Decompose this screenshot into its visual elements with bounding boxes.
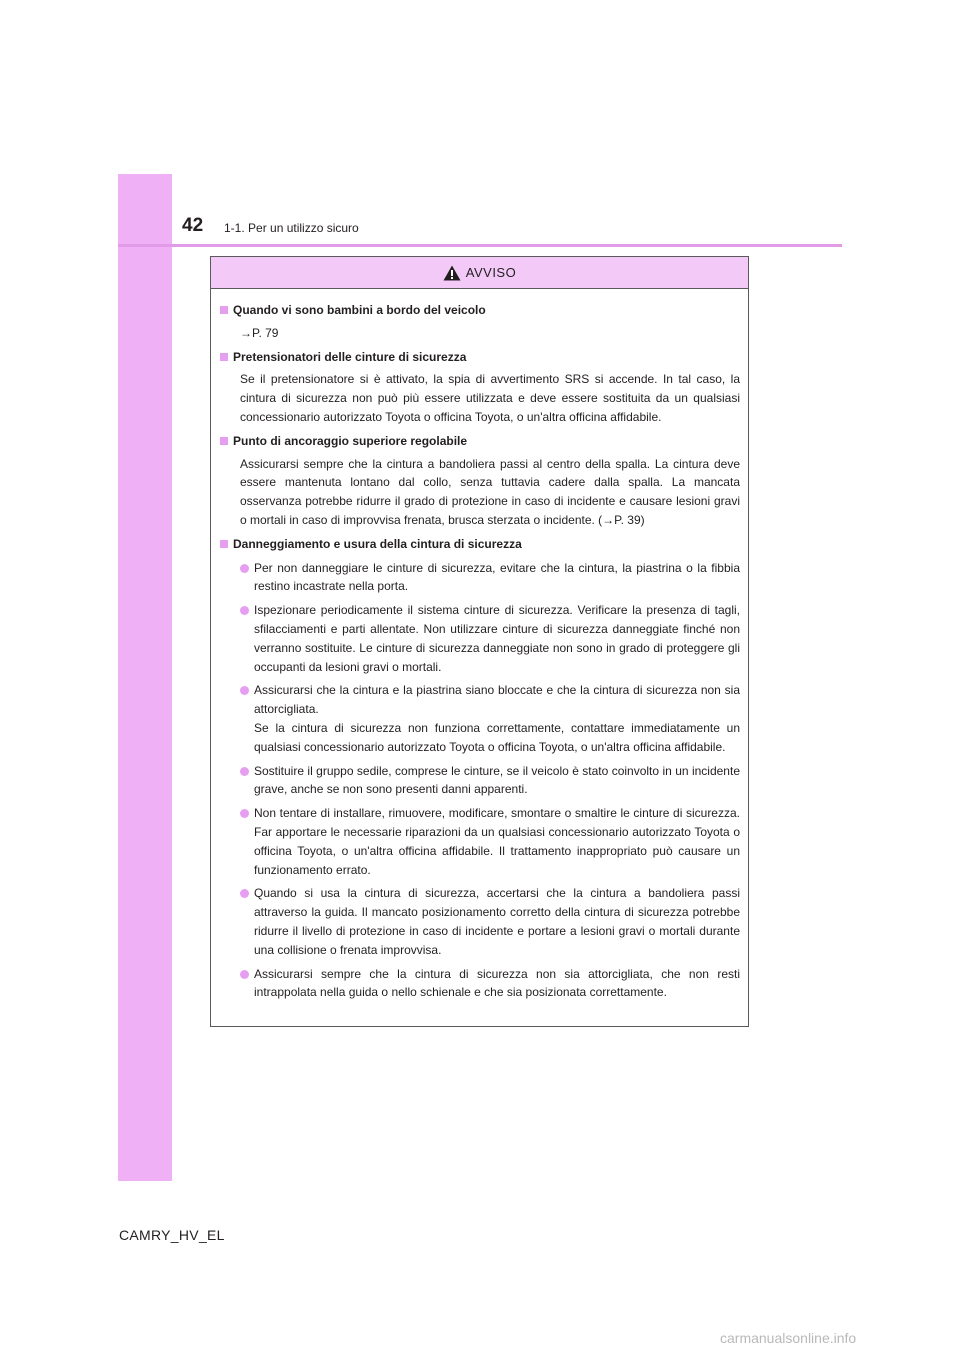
warning-bullet: Sostituire il gruppo sedile, comprese le cinture, se il veicolo è stato coinvolto in un incidente grave, anche se non sono presenti danni apparenti. — [220, 762, 740, 800]
round-bullet-icon — [240, 889, 249, 898]
header-rule — [118, 244, 842, 247]
square-bullet-icon — [220, 353, 228, 361]
round-bullet-icon — [240, 606, 249, 615]
side-color-band — [118, 174, 172, 1181]
warning-bullet: Assicurarsi che la cintura e la piastrina siano bloccate e che la cintura di sicurezza non sia attorcigliata. Se la cintura di sicurezza non funziona correttamente, contattare immediatamente un qualsiasi concessionario autorizzato Toyota o officina Toyota, o un'altra officina affidabile. — [220, 681, 740, 756]
warning-section-title: Pretensionatori delle cinture di sicurezza — [220, 348, 740, 367]
warning-bullet: Quando si usa la cintura di sicurezza, accertarsi che la cintura a bandoliera passi attraverso la guida. Il mancato posizionamento corretto della cintura di sicurezza potrebbe ridurre il livello di protezione in caso di incidente e portare a lesioni gravi o mortali durante una collisione o frenata improvvisa. — [220, 884, 740, 959]
warning-section-title: Quando vi sono bambini a bordo del veicolo — [220, 301, 740, 320]
square-bullet-icon — [220, 306, 228, 314]
warning-section-title: Danneggiamento e usura della cintura di sicurezza — [220, 535, 740, 554]
warning-section-text: Se il pretensionatore si è attivato, la spia di avvertimento SRS si accende. In tal caso, la cintura di sicurezza non può più essere utilizzata e deve essere sostituita da un qualsiasi concessionario autorizzato Toyota o officina Toyota, o un'altra officina affidabile. — [240, 372, 740, 424]
warning-section-text: →P. 79 — [240, 325, 279, 340]
warning-bullet: Ispezionare periodicamente il sistema cinture di sicurezza. Verificare la presenza di tagli, sfilacciamenti e parti allentate. Non utilizzare cinture di sicurezza danneggiate finché non verranno sostituite. Le cinture di sicurezza danneggiate non sono in grado di proteggere gli occupanti da lesioni gravi o mortali. — [220, 601, 740, 676]
round-bullet-icon — [240, 970, 249, 979]
warning-section-text: Assicurarsi sempre che la cintura a bandoliera passi al centro della spalla. La cintura deve essere mantenuta lontano dal collo, senza tuttavia cadere dalla spalla. La mancata osservanza potrebbe ridurre il grado di protezione in caso di incidente e causare lesioni gravi o mortali in caso di improvvisa frenata, brusca sterzata o incidente. (→P. 39) — [240, 456, 740, 527]
warning-body — [211, 289, 748, 1002]
page-number: 42 — [182, 215, 204, 236]
watermark: carmanualsonline.info — [720, 1330, 857, 1346]
warning-bullet: Non tentare di installare, rimuovere, modificare, smontare o smaltire le cinture di sicurezza. Far apportare le necessarie riparazioni da un qualsiasi concessionario autorizzato Toyota o officina Toyota, o un'altra officina affidabile. Il trattamento inappropriato può causare un funzionamento errato. — [220, 804, 740, 879]
warning-bullet: Assicurarsi sempre che la cintura di sicurezza non sia attorcigliata, che non resti intrappolata nella guida o nello schienale e che sia posizionata correttamente. — [220, 965, 740, 1003]
warning-section-title: Punto di ancoraggio superiore regolabile — [220, 432, 740, 451]
round-bullet-icon — [240, 809, 249, 818]
warning-bullet: Per non danneggiare le cinture di sicurezza, evitare che la cintura, la piastrina o la fibbia restino incastrate nella porta. — [220, 559, 740, 597]
square-bullet-icon — [220, 540, 228, 548]
round-bullet-icon — [240, 767, 249, 776]
square-bullet-icon — [220, 437, 228, 445]
warning-header — [211, 257, 748, 289]
section-title: 1-1. Per un utilizzo sicuro — [224, 221, 359, 235]
round-bullet-icon — [240, 686, 249, 695]
warning-box — [210, 256, 749, 1027]
warning-triangle-icon — [443, 265, 461, 281]
manual-code: CAMRY_HV_EL — [119, 1227, 225, 1243]
round-bullet-icon — [240, 564, 249, 573]
warning-title: AVVISO — [465, 265, 517, 280]
